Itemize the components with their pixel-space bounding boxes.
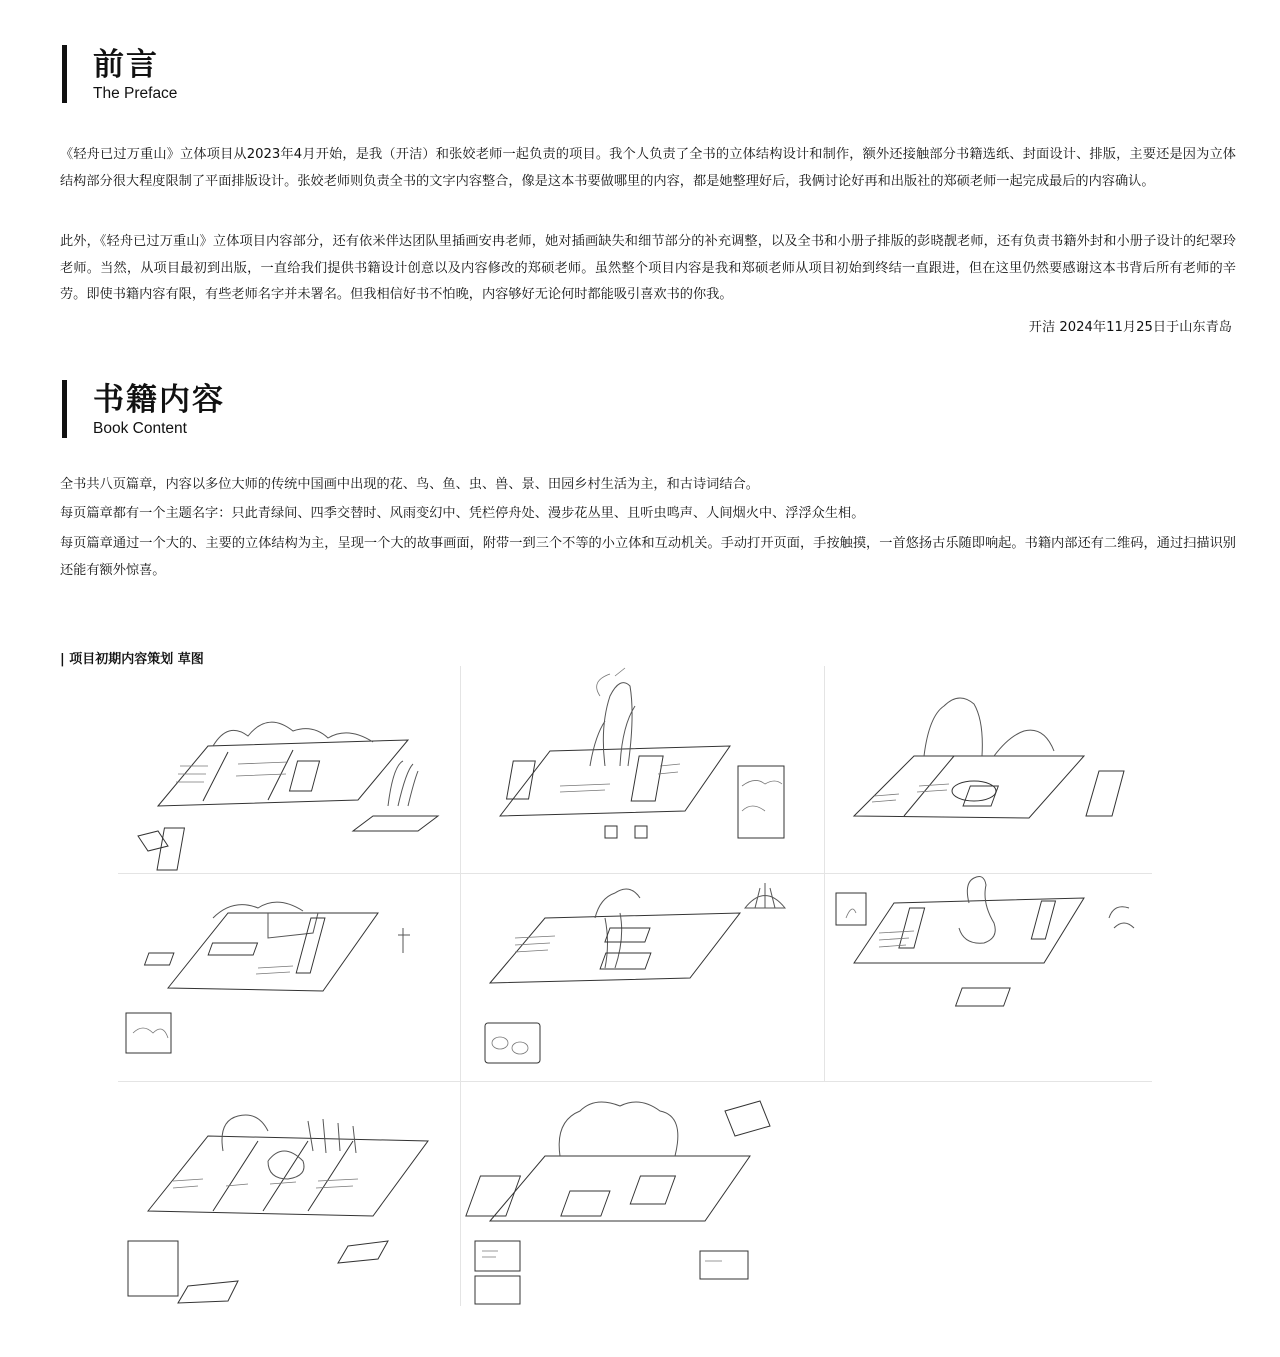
sketch-1-image xyxy=(118,666,460,873)
sketch-8 xyxy=(460,1081,824,1306)
book-content-subtitle: Book Content xyxy=(93,420,187,437)
sketches-label: | 项目初期内容策划 草图 xyxy=(60,652,204,667)
sketch-6-image xyxy=(824,873,1152,1081)
sketch-grid xyxy=(118,666,1152,1306)
sketch-7 xyxy=(118,1081,460,1306)
book-content-paragraph-3: 每页篇章通过一个大的、主要的立体结构为主，呈现一个大的故事画面，附带一到三个不等的小立体和互动机关。手动打开页面，手按触摸，一首悠扬古乐随即响起。书籍内部还有二维码，通过扫描识别还能有额外惊喜。 xyxy=(60,536,1236,578)
sketch-5-image xyxy=(460,873,824,1081)
book-content-title: 书籍内容 xyxy=(93,382,225,418)
book-content-heading xyxy=(62,380,225,438)
preface-title: 前言 xyxy=(93,47,159,83)
sketch-4-image xyxy=(118,873,460,1081)
book-content-paragraph-1: 全书共八页篇章，内容以多位大师的传统中国画中出现的花、鸟、鱼、虫、兽、景、田园乡村生活为主，和古诗词结合。 xyxy=(60,477,759,492)
sketch-2 xyxy=(460,666,824,873)
sketch-2-image xyxy=(460,666,824,873)
sketch-1 xyxy=(118,666,460,873)
preface-signature: 开洁 2024年11月25日于山东青岛 xyxy=(1028,320,1232,335)
preface-paragraph-2: 此外，《轻舟已过万重山》立体项目内容部分，还有依米伴达团队里插画安冉老师，她对插画缺失和细节部分的补充调整，以及全书和小册子排版的彭晓靓老师，还有负责书籍外封和小册子设计的纪翠玲老师。当然，从项目最初到出版，一直给我们提供书籍设计创意以及内容修改的郑硕老师。虽然整个项目内容是我和郑硕老师从项目初始到终结一直跟进，但在这里仍然要感谢这本书背后所有老师的辛劳。即使书籍内容有限，有些老师名字并未署名。但我相信好书不怕晚，内容够好无论何时都能吸引喜欢书的你我。 xyxy=(60,234,1236,302)
book-content-paragraph-2: 每页篇章都有一个主题名字：只此青绿间、四季交替时、风雨变幻中、凭栏停舟处、漫步花丛里、且听虫鸣声、人间烟火中、浮浮众生相。 xyxy=(60,506,865,521)
sketch-3-image xyxy=(824,666,1152,873)
sketch-3 xyxy=(824,666,1152,873)
preface-heading xyxy=(62,45,177,103)
sketch-7-image xyxy=(118,1081,460,1306)
sketch-5 xyxy=(460,873,824,1081)
preface-subtitle: The Preface xyxy=(93,85,178,102)
preface-paragraph-1: 《轻舟已过万重山》立体项目从2023年4月开始，是我（开洁）和张姣老师一起负责的项目。我个人负责了全书的立体结构设计和制作，额外还接触部分书籍选纸、封面设计、排版，主要还是因为立体结构部分很大程度限制了平面排版设计。张姣老师则负责全书的文字内容整合，像是这本书要做哪里的内容，都是她整理好后，我俩讨论好再和出版社的郑硕老师一起完成最后的内容确认。 xyxy=(60,147,1236,189)
sketch-4 xyxy=(118,873,460,1081)
sketch-6 xyxy=(824,873,1152,1081)
sketch-8-image xyxy=(460,1081,824,1306)
